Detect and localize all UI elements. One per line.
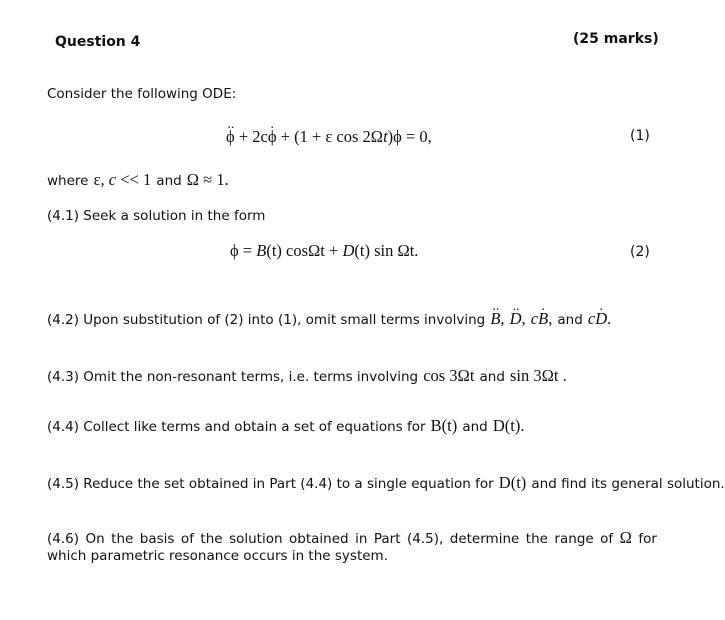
q45-D: D(t) [498,473,527,492]
q44-B: B(t) [430,416,458,435]
q42-line [47,309,611,329]
q46-text-a: (4.6) On the basis of the solution obtained in Part (4.5), determine the range of [47,531,614,547]
q45-text: (4.5) Reduce the set obtained in Part (4.4) to a single equation for [47,476,494,492]
where-c: c [108,170,117,189]
phi-double-dot: ϕ ·· [226,127,235,147]
q44-and: and [462,419,488,435]
phi-dot: ϕ · [268,127,277,147]
q44-D: D(t) [492,416,521,435]
q43-and: and [479,369,505,385]
q43-text: (4.3) Omit the non-resonant terms, i.e. terms involving [47,369,419,385]
q44-period: . [520,416,525,435]
q46-paragraph [47,529,657,565]
q42-text: (4.2) Upon substitution of (2) into (1), omit small terms involving [47,312,486,328]
eq1-t: t [383,127,388,146]
q42-comma-3: , [548,309,553,328]
q46-omega: Ω [619,528,632,547]
q42-D-ddot: D ·· [510,309,522,329]
eq2-sin-term: (t) sin Ωt. [354,241,419,260]
q44-text: (4.4) Collect like terms and obtain a set of equations for [47,419,426,435]
solution-form-equation [230,241,418,261]
eq2-D: D [342,241,355,260]
q42-period: . [607,309,612,328]
eq1-term-2c: + 2c [238,127,268,146]
eq2-B: B [256,241,267,260]
eq1-forcing-open: + (1 + ε cos 2Ω [280,127,384,146]
q44-line [47,416,524,436]
where-omega: Ω ≈ 1. [186,170,229,189]
q45-line [47,473,725,493]
q42-comma-1: , [500,309,505,328]
eq1-close-tail: )ϕ = 0, [387,127,432,146]
equation-number-2: (2) [630,244,650,260]
q43-cos: cos 3Ωt [423,366,475,385]
q42-and: and [557,312,583,328]
eq2-lhs: ϕ = [230,241,257,260]
q42-B-dot: B · [538,309,548,329]
q42-comma-2: , [521,309,526,328]
q42-c-2: c [587,309,596,328]
q42-c: c [530,309,539,328]
ode-equation [226,127,432,147]
where-eps: ε, [93,170,109,189]
equation-number-1: (1) [630,128,650,144]
q42-D-dot: D · [595,309,607,329]
q45-tail: and find its general solution. [531,476,725,492]
q43-sin: sin 3Ωt . [510,366,567,385]
eq2-cos-term: (t) cosΩt + [266,241,343,260]
question-title: Question 4 [55,34,141,50]
intro-text: Consider the following ODE: [47,86,237,102]
q46-text-b: for which parametric resonance occurs in the system. [47,531,657,564]
q42-B-ddot: B ·· [490,309,500,329]
where-line [47,170,229,190]
q41-text: (4.1) Seek a solution in the form [47,208,266,224]
where-ll1: << 1 [116,170,152,189]
q43-line [47,366,567,386]
where-and: and [156,173,182,189]
marks-label: (25 marks) [573,31,659,47]
where-word: where [47,173,89,189]
